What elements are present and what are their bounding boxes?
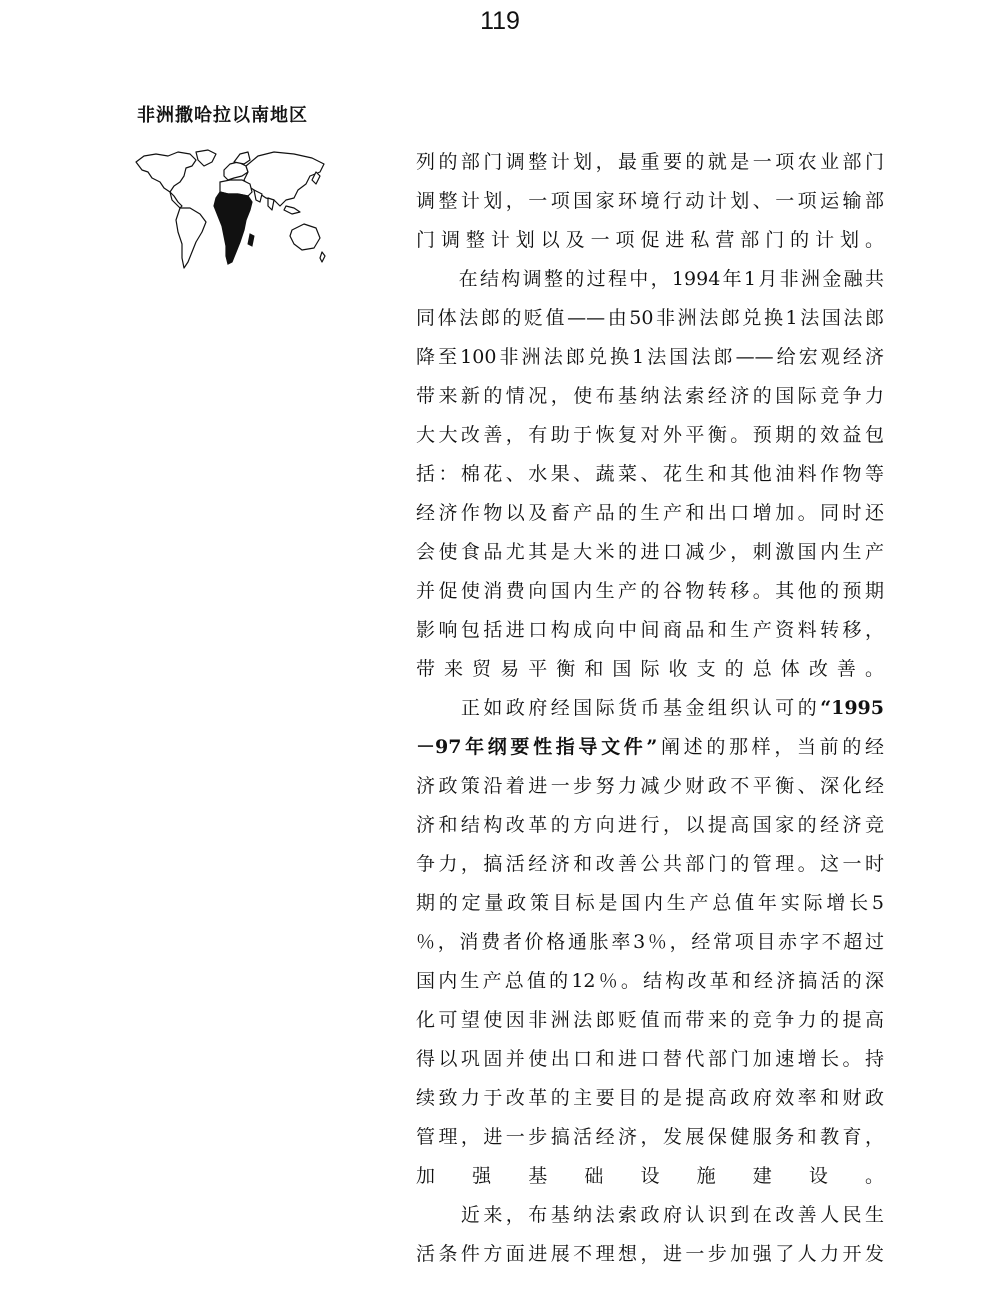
world-map-africa-highlighted-icon	[134, 148, 328, 274]
paragraph-policy	[416, 689, 884, 1196]
paragraph-devaluation: 在结构调整的过程中，1994年1月非洲金融共 同体法郎的贬值——由50非洲法郎兑换1法国法郎 降至100非洲法郎兑换1法国法郎——给宏观经济 带来新的情况，使布基纳法索经济的国际竞争力 大大改善，有助于恢复对外平衡。预期的效益包 括：棉花、水果、蔬菜、花生和其他油料作物等 经济作物以及畜产品的生产和出口增加。同时还 会使食品尤其是大米的进口减少，刺激国内生产 并促使消费向国内生产的谷物转移。其他的预期 影响包括进口构成向中间商品和生产资料转移， 带来贸易平衡和国际收支的总体改善。	[416, 268, 884, 680]
paragraph-policy-rest: 阐述的那样，当前的经 济政策沿着进一步努力减少财政不平衡、深化经 济和结构改革的方向进行，以提高国家的经济竞 争力，搞活经济和改善公共部门的管理。这一时 期的定量政策目标是国内生产总值年实际增长5 ％，消费者价格通胀率3％，经常项目赤字不超过 国内生产总值的12％。结构改革和经济搞活的深 化可望使因非洲法郎贬值而带来的竞争力的提高 得以巩固并使出口和进口替代部门加速增长。持 续致力于改革的主要目的是提高政府效率和财政 管理，进一步搞活经济，发展保健服务和教育， 加强基础设施建设。	[416, 736, 884, 1187]
paragraph-policy-lead: 正如政府经国际货币基金组织认可的	[416, 697, 821, 719]
body-text	[416, 143, 884, 1274]
paragraph-continuation: 列的部门调整计划，最重要的就是一项农业部门 调整计划，一项国家环境行动计划、一项运输部 门调整计划以及一项促进私营部门的计划。	[416, 151, 884, 251]
paragraph-human-development: 近来，布基纳法索政府认识到在改善人民生 活条件方面进展不理想，进一步加强了人力开发	[416, 1204, 884, 1265]
document-title-reference: “1995 －97年纲要性指导文件”	[416, 697, 884, 758]
region-heading: 非洲撒哈拉以南地区	[137, 105, 308, 126]
page-number: 119	[480, 7, 520, 35]
